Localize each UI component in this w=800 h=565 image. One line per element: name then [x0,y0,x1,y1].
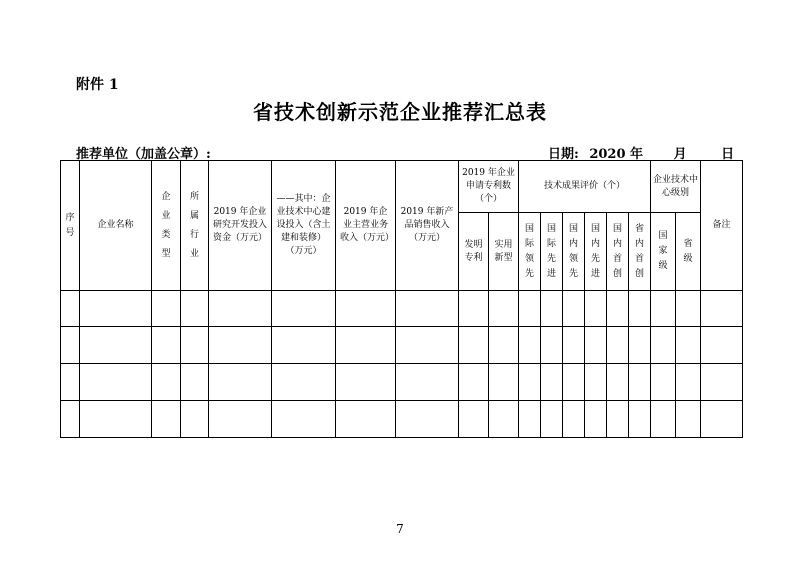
attachment-label: 附件 1 [76,77,119,93]
date-month: 月 [673,147,687,162]
header-center-national: 国家级 [651,213,676,291]
date-day: 日 [721,147,735,162]
page-number: 7 [396,522,404,536]
header-patent-group: 2019 年企业申请专利数（个） [459,161,519,213]
header-evaluation-group: 技术成果评价（个） [519,161,651,213]
header-eval-international-leading: 国际领先 [519,213,541,291]
header-industry: 所属行业 [181,161,209,291]
header-seq: 序号 [61,161,80,291]
header-rd-investment: 2019 年企业研究开发投入资金（万元） [209,161,272,291]
table-row [61,291,743,327]
header-main-revenue: 2019 年企业主营业务收入（万元） [336,161,396,291]
header-patent-utility: 实用新型 [489,213,519,291]
summary-table [60,160,743,438]
header-patent-invention: 发明专利 [459,213,489,291]
header-eval-international-advanced: 国际先进 [541,213,563,291]
header-eval-domestic-leading: 国内领先 [563,213,585,291]
header-remark: 备注 [701,161,743,291]
date-year: 2020 年 [589,147,644,162]
header-eval-provincial-first: 省内首创 [629,213,651,291]
header-center-level-group: 企业技术中心级别 [651,161,701,213]
header-company-type: 企业类型 [152,161,181,291]
recommending-unit-label: 推荐单位（加盖公章）: [76,147,211,162]
header-new-product-sales: 2019 年新产品销售收入（万元） [396,161,459,291]
header-center-provincial: 省级 [676,213,701,291]
header-tech-center-investment: ——其中：企业技术中心建设投入（含土建和装修）（万元） [272,161,336,291]
table-row [61,327,743,364]
header-company-name: 企业名称 [80,161,152,291]
header-eval-domestic-first: 国内首创 [607,213,629,291]
date-label: 日期: [548,147,579,162]
header-eval-domestic-advanced: 国内先进 [585,213,607,291]
table-row [61,364,743,401]
table-row [61,401,743,438]
document-title: 省技术创新示范企业推荐汇总表 [253,100,547,124]
